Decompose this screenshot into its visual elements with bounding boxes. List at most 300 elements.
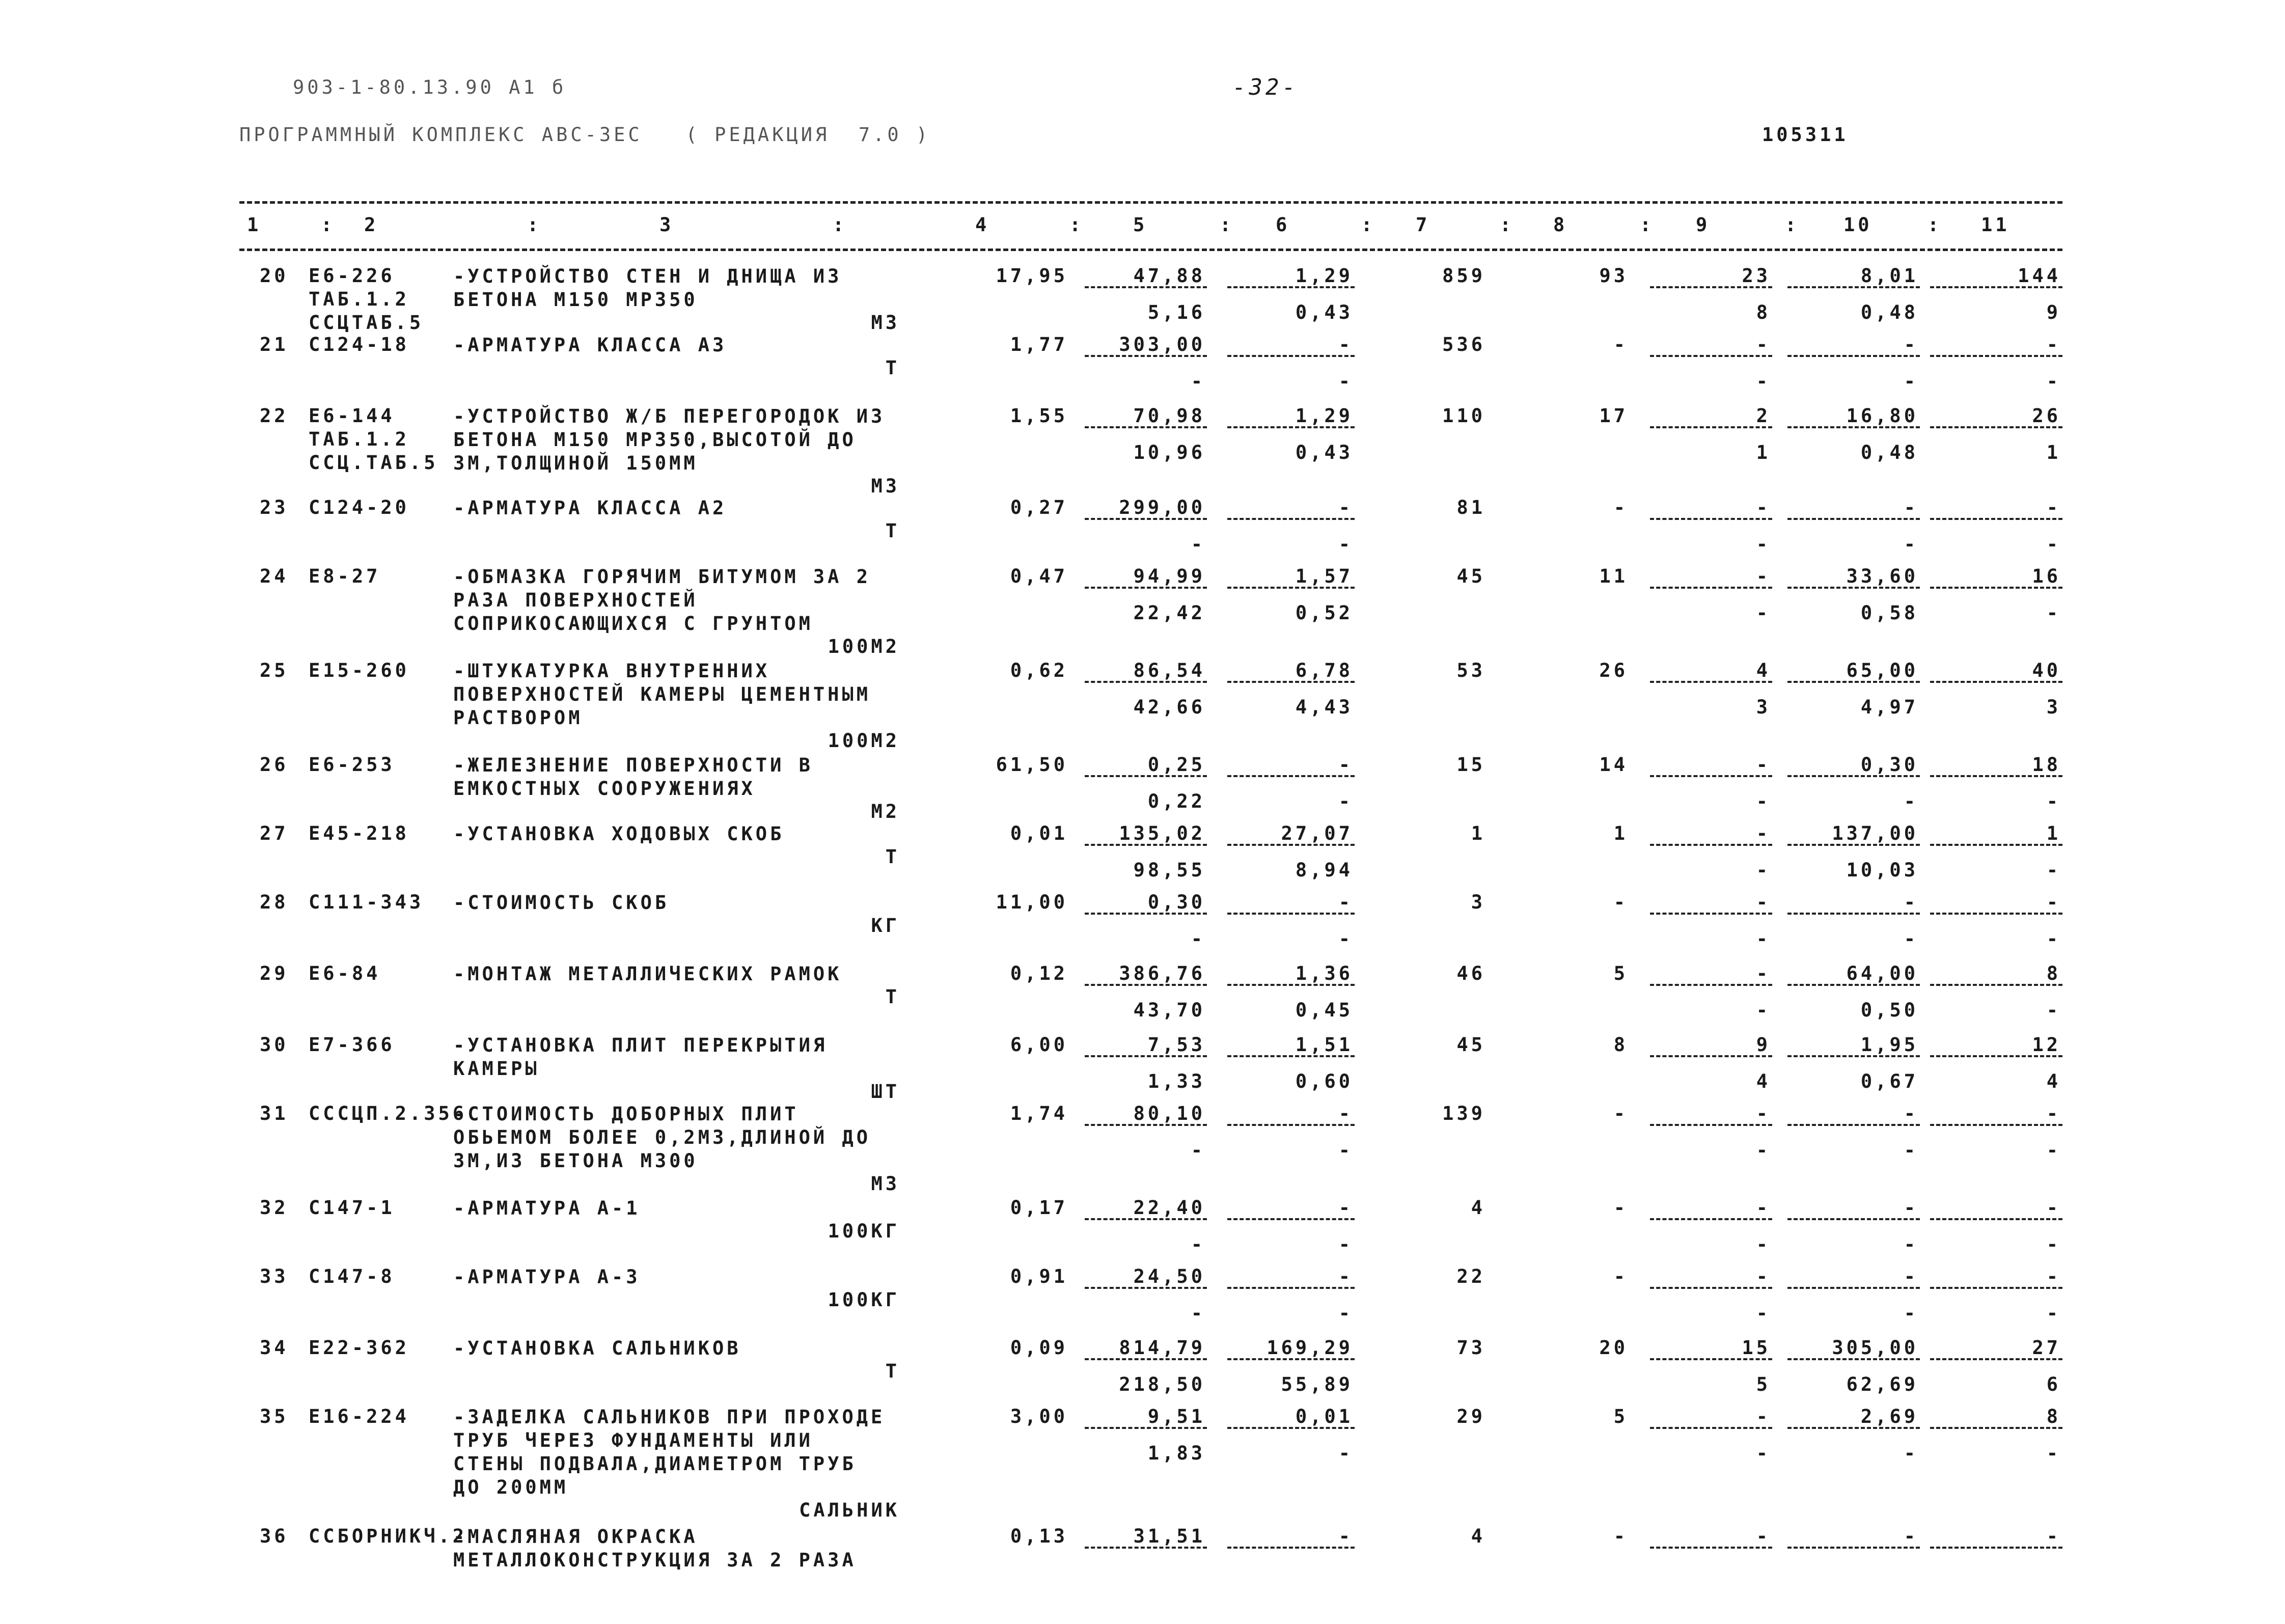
machine-cost-wage: 0,52 <box>1295 602 1353 624</box>
norm-code: С147-8 <box>309 1265 395 1287</box>
column-header-2: 2 <box>364 214 379 236</box>
wage-total: 17 <box>1599 405 1628 427</box>
total-cost: 4 <box>1471 1525 1485 1547</box>
unit-cost-wage: 1,33 <box>1147 1070 1205 1092</box>
cell-separator-rule <box>1930 775 2062 777</box>
cell-separator-rule <box>1227 355 1355 357</box>
unit-cost: 7,53 <box>1147 1034 1205 1056</box>
labour-hours: 1,95 <box>1860 1034 1918 1056</box>
cell-separator-rule <box>1085 587 1207 589</box>
column-header-10: 10 <box>1843 214 1873 236</box>
cell-separator-rule <box>1930 984 2062 986</box>
work-description: 3М,ТОЛЩИНОЙ 150ММ <box>453 452 698 474</box>
machine-wage: - <box>1756 822 1771 844</box>
column-separator: : <box>1069 214 1084 236</box>
work-description: КАМЕРЫ <box>453 1058 540 1080</box>
cell-separator-rule <box>1787 1124 1920 1126</box>
machine-cost-wage: - <box>1338 1442 1353 1464</box>
machine-wage: - <box>1756 1197 1771 1219</box>
column-header-7: 7 <box>1416 214 1430 236</box>
norm-code: Е7-366 <box>309 1034 395 1056</box>
unit-cost: 386,76 <box>1119 962 1205 984</box>
cell-separator-rule <box>1930 1055 2062 1057</box>
quantity: 1,74 <box>1010 1103 1068 1124</box>
cell-separator-rule <box>1227 426 1355 428</box>
row-number: 24 <box>260 565 289 587</box>
machine-cost: 169,29 <box>1267 1337 1353 1359</box>
labour-hours: - <box>1904 1265 1918 1287</box>
unit-cost-wage: 1,83 <box>1147 1442 1205 1464</box>
work-description: -УСТАНОВКА ПЛИТ ПЕРЕКРЫТИЯ <box>453 1034 828 1056</box>
quantity: 0,09 <box>1010 1337 1068 1359</box>
cell-separator-rule <box>1650 681 1772 683</box>
machine-wage-wage: 3 <box>1756 696 1771 718</box>
labour-total: 8 <box>2046 962 2061 984</box>
labour-hours: - <box>1904 891 1918 913</box>
machine-wage: - <box>1756 1265 1771 1287</box>
cell-separator-rule <box>1930 1547 2062 1549</box>
cell-separator-rule <box>1650 775 1772 777</box>
unit-of-measure: 100М2 <box>828 636 900 657</box>
column-header-9: 9 <box>1696 214 1711 236</box>
unit-of-measure: М2 <box>871 801 900 822</box>
unit-cost: 80,10 <box>1133 1103 1205 1124</box>
cell-separator-rule <box>1085 844 1207 846</box>
cell-separator-rule <box>1930 355 2062 357</box>
machine-wage-wage: - <box>1756 859 1771 881</box>
labour-hours-wage: - <box>1904 928 1918 950</box>
work-description: -УСТАНОВКА САЛЬНИКОВ <box>453 1337 741 1359</box>
cell-separator-rule <box>1787 1055 1920 1057</box>
cell-separator-rule <box>1085 913 1207 915</box>
quantity: 61,50 <box>996 754 1068 776</box>
work-description: БЕТОНА М150 МР350 <box>453 289 698 311</box>
unit-cost-wage: - <box>1191 1302 1205 1324</box>
wage-total: 14 <box>1599 754 1628 776</box>
wage-total: - <box>1613 891 1628 913</box>
machine-cost: 1,57 <box>1295 565 1353 587</box>
cell-separator-rule <box>1787 1218 1920 1220</box>
labour-total-wage: - <box>2046 602 2061 624</box>
total-cost: 45 <box>1456 565 1485 587</box>
labour-hours-wage: - <box>1904 1233 1918 1255</box>
unit-cost: 70,98 <box>1133 405 1205 427</box>
total-cost: 53 <box>1456 659 1485 681</box>
labour-hours: 137,00 <box>1832 822 1918 844</box>
column-separator: : <box>1361 214 1375 236</box>
quantity: 0,13 <box>1010 1525 1068 1547</box>
row-number: 25 <box>260 659 289 681</box>
labour-total-wage: - <box>2046 859 2061 881</box>
machine-cost-wage: - <box>1338 790 1353 812</box>
cell-separator-rule <box>1787 1427 1920 1429</box>
unit-cost: 0,25 <box>1147 754 1205 776</box>
labour-hours-wage: 62,69 <box>1846 1373 1918 1395</box>
quantity: 0,12 <box>1010 962 1068 984</box>
machine-cost-wage: 0,43 <box>1295 301 1353 323</box>
work-description: БЕТОНА М150 МР350,ВЫСОТОЙ ДО <box>453 429 857 451</box>
column-separator: : <box>1640 214 1655 236</box>
cell-separator-rule <box>1650 518 1772 520</box>
cell-separator-rule <box>1930 844 2062 846</box>
cell-separator-rule <box>1085 1218 1207 1220</box>
unit-of-measure: Т <box>885 1360 900 1382</box>
labour-hours: - <box>1904 1525 1918 1547</box>
norm-code: Е6-144 <box>309 405 395 427</box>
machine-cost: 6,78 <box>1295 659 1353 681</box>
labour-hours-wage: 0,67 <box>1860 1070 1918 1092</box>
cell-separator-rule <box>1227 913 1355 915</box>
total-cost: 859 <box>1442 265 1485 287</box>
labour-hours: 64,00 <box>1846 962 1918 984</box>
labour-total: 40 <box>2032 659 2061 681</box>
column-separator: : <box>1928 214 1942 236</box>
labour-hours-wage: - <box>1904 1302 1918 1324</box>
labour-hours-wage: - <box>1904 790 1918 812</box>
work-description: -ЖЕЛЕЗНЕНИЕ ПОВЕРХНОСТИ В <box>453 754 813 776</box>
unit-of-measure: Т <box>885 846 900 868</box>
labour-total: - <box>2046 1265 2061 1287</box>
row-number: 22 <box>260 405 289 427</box>
wage-total: - <box>1613 1103 1628 1124</box>
cell-separator-rule <box>1085 355 1207 357</box>
labour-hours-wage: 10,03 <box>1846 859 1918 881</box>
cell-separator-rule <box>1787 587 1920 589</box>
row-number: 27 <box>260 822 289 844</box>
quantity: 0,27 <box>1010 497 1068 518</box>
cell-separator-rule <box>1227 984 1355 986</box>
labour-total-wage: 4 <box>2046 1070 2061 1092</box>
quantity: 0,91 <box>1010 1265 1068 1287</box>
quantity: 1,55 <box>1010 405 1068 427</box>
cell-separator-rule <box>1650 1427 1772 1429</box>
column-header-8: 8 <box>1553 214 1568 236</box>
unit-cost: 86,54 <box>1133 659 1205 681</box>
unit-of-measure: М3 <box>871 475 900 497</box>
labour-hours: - <box>1904 1197 1918 1219</box>
wage-total: 1 <box>1613 822 1628 844</box>
quantity: 1,77 <box>1010 334 1068 355</box>
norm-code: Е22-362 <box>309 1337 409 1359</box>
machine-cost: - <box>1338 334 1353 355</box>
work-description: -СТОИМОСТЬ СКОБ <box>453 892 670 914</box>
wage-total: 5 <box>1613 1406 1628 1427</box>
cell-separator-rule <box>1227 844 1355 846</box>
unit-cost: 0,30 <box>1147 891 1205 913</box>
cell-separator-rule <box>1085 984 1207 986</box>
work-description: -ШТУКАТУРКА ВНУТРЕННИХ <box>453 660 770 682</box>
labour-total-wage: - <box>2046 533 2061 555</box>
machine-wage-wage: - <box>1756 602 1771 624</box>
labour-hours: - <box>1904 1103 1918 1124</box>
cell-separator-rule <box>1227 286 1355 288</box>
cell-separator-rule <box>1787 355 1920 357</box>
cell-separator-rule <box>1787 844 1920 846</box>
cell-separator-rule <box>1787 518 1920 520</box>
labour-total: 1 <box>2046 822 2061 844</box>
labour-hours-wage: 0,58 <box>1860 602 1918 624</box>
cell-separator-rule <box>1227 1358 1355 1360</box>
labour-total-wage: - <box>2046 1233 2061 1255</box>
cell-separator-rule <box>1930 913 2062 915</box>
norm-code: ССЦ.ТАБ.5 <box>309 452 438 474</box>
norm-code: Е6-253 <box>309 754 395 776</box>
cell-separator-rule <box>1650 587 1772 589</box>
cell-separator-rule <box>1930 426 2062 428</box>
total-cost: 29 <box>1456 1406 1485 1427</box>
norm-code: Е15-260 <box>309 659 409 681</box>
machine-wage-wage: 1 <box>1756 442 1771 463</box>
column-separator: : <box>833 214 847 236</box>
cell-separator-rule <box>1650 1547 1772 1549</box>
cell-separator-rule <box>1227 1287 1355 1289</box>
work-description: -СТОИМОСТЬ ДОБОРНЫХ ПЛИТ <box>453 1103 799 1125</box>
row-number: 26 <box>260 754 289 776</box>
machine-wage-wage: 8 <box>1756 301 1771 323</box>
norm-code: ТАБ.1.2 <box>309 428 409 450</box>
machine-cost-wage: - <box>1338 1139 1353 1161</box>
cell-separator-rule <box>1085 286 1207 288</box>
cell-separator-rule <box>1085 1124 1207 1126</box>
labour-total-wage: - <box>2046 1442 2061 1464</box>
cell-separator-rule <box>1650 1218 1772 1220</box>
row-number: 35 <box>260 1406 289 1427</box>
labour-hours-wage: - <box>1904 533 1918 555</box>
labour-hours: 16,80 <box>1846 405 1918 427</box>
work-description: 3М,ИЗ БЕТОНА М300 <box>453 1150 698 1172</box>
labour-hours: 8,01 <box>1860 265 1918 287</box>
cell-separator-rule <box>1650 426 1772 428</box>
wage-total: - <box>1613 1525 1628 1547</box>
cell-separator-rule <box>1930 1218 2062 1220</box>
machine-cost-wage: 55,89 <box>1281 1373 1353 1395</box>
machine-wage: - <box>1756 1525 1771 1547</box>
machine-wage-wage: - <box>1756 1139 1771 1161</box>
labour-hours: 65,00 <box>1846 659 1918 681</box>
quantity: 0,47 <box>1010 565 1068 587</box>
cell-separator-rule <box>1787 426 1920 428</box>
machine-wage: 23 <box>1742 265 1771 287</box>
machine-cost: 1,36 <box>1295 962 1353 984</box>
cell-separator-rule <box>1650 1358 1772 1360</box>
unit-cost-wage: 42,66 <box>1133 696 1205 718</box>
unit-cost-wage: - <box>1191 533 1205 555</box>
unit-cost: 22,40 <box>1133 1197 1205 1219</box>
work-description: -УСТРОЙСТВО Ж/Б ПЕРЕГОРОДОК ИЗ <box>453 405 886 427</box>
cell-separator-rule <box>1930 681 2062 683</box>
unit-of-measure: 100КГ <box>828 1220 900 1242</box>
machine-wage-wage: - <box>1756 533 1771 555</box>
machine-cost-wage: - <box>1338 928 1353 950</box>
machine-wage-wage: 5 <box>1756 1373 1771 1395</box>
work-description: РАСТВОРОМ <box>453 707 583 729</box>
quantity: 0,01 <box>1010 822 1068 844</box>
labour-total: 26 <box>2032 405 2061 427</box>
cell-separator-rule <box>1650 984 1772 986</box>
row-number: 32 <box>260 1197 289 1219</box>
cell-separator-rule <box>1085 426 1207 428</box>
row-number: 36 <box>260 1525 289 1547</box>
machine-cost-wage: - <box>1338 533 1353 555</box>
labour-hours-wage: - <box>1904 1442 1918 1464</box>
cell-separator-rule <box>1930 1358 2062 1360</box>
labour-total-wage: - <box>2046 1139 2061 1161</box>
unit-cost-wage: 218,50 <box>1119 1373 1205 1395</box>
machine-cost-wage: 0,43 <box>1295 442 1353 463</box>
labour-total-wage: 1 <box>2046 442 2061 463</box>
work-description: -АРМАТУРА А-3 <box>453 1266 641 1288</box>
cell-separator-rule <box>1085 1427 1207 1429</box>
unit-cost: 303,00 <box>1119 334 1205 355</box>
total-cost: 81 <box>1456 497 1485 518</box>
labour-hours-wage: 0,50 <box>1860 999 1918 1021</box>
unit-of-measure: Т <box>885 357 900 379</box>
unit-of-measure: САЛЬНИК <box>799 1499 900 1521</box>
work-description: СТЕНЫ ПОДВАЛА,ДИАМЕТРОМ ТРУБ <box>453 1453 857 1475</box>
machine-cost: - <box>1338 1525 1353 1547</box>
row-number: 34 <box>260 1337 289 1359</box>
cell-separator-rule <box>1787 775 1920 777</box>
cell-separator-rule <box>1930 1427 2062 1429</box>
cell-separator-rule <box>1227 1547 1355 1549</box>
machine-cost: 1,29 <box>1295 405 1353 427</box>
unit-of-measure: Т <box>885 520 900 542</box>
work-description: ЕМКОСТНЫХ СООРУЖЕНИЯХ <box>453 778 756 800</box>
labour-hours: 305,00 <box>1832 1337 1918 1359</box>
row-number: 29 <box>260 962 289 984</box>
labour-total: 27 <box>2032 1337 2061 1359</box>
norm-code: ССБОРНИКЧ.2 <box>309 1525 467 1547</box>
machine-wage: - <box>1756 497 1771 518</box>
row-number: 23 <box>260 497 289 518</box>
table-top-rule <box>239 201 2062 204</box>
total-cost: 15 <box>1456 754 1485 776</box>
labour-hours: - <box>1904 497 1918 518</box>
unit-cost-wage: 98,55 <box>1133 859 1205 881</box>
unit-cost: 47,88 <box>1133 265 1205 287</box>
row-number: 31 <box>260 1103 289 1124</box>
column-header-1: 1 <box>247 214 262 236</box>
unit-of-measure: 100М2 <box>828 730 900 752</box>
wage-total: 8 <box>1613 1034 1628 1056</box>
labour-hours-wage: - <box>1904 370 1918 392</box>
column-separator: : <box>1220 214 1234 236</box>
labour-total: - <box>2046 1103 2061 1124</box>
machine-cost: 27,07 <box>1281 822 1353 844</box>
unit-cost: 24,50 <box>1133 1265 1205 1287</box>
labour-total: - <box>2046 334 2061 355</box>
machine-wage: - <box>1756 565 1771 587</box>
machine-wage-wage: - <box>1756 790 1771 812</box>
labour-total: - <box>2046 1197 2061 1219</box>
machine-wage: - <box>1756 334 1771 355</box>
machine-wage-wage: - <box>1756 928 1771 950</box>
column-header-4: 4 <box>975 214 990 236</box>
row-number: 28 <box>260 891 289 913</box>
machine-wage-wage: - <box>1756 1233 1771 1255</box>
cell-separator-rule <box>1787 984 1920 986</box>
machine-cost: - <box>1338 497 1353 518</box>
cell-separator-rule <box>1650 913 1772 915</box>
machine-cost-wage: 0,60 <box>1295 1070 1353 1092</box>
labour-total-wage: - <box>2046 1302 2061 1324</box>
labour-total: 16 <box>2032 565 2061 587</box>
cell-separator-rule <box>1227 775 1355 777</box>
wage-total: - <box>1613 1197 1628 1219</box>
labour-hours: 33,60 <box>1846 565 1918 587</box>
cell-separator-rule <box>1930 518 2062 520</box>
labour-hours: - <box>1904 334 1918 355</box>
unit-cost-wage: 0,22 <box>1147 790 1205 812</box>
labour-total: 8 <box>2046 1406 2061 1427</box>
cell-separator-rule <box>1227 1427 1355 1429</box>
cell-separator-rule <box>1650 1124 1772 1126</box>
cell-separator-rule <box>1930 1287 2062 1289</box>
labour-total: - <box>2046 891 2061 913</box>
quantity: 0,62 <box>1010 659 1068 681</box>
labour-hours-wage: 0,48 <box>1860 301 1918 323</box>
norm-code: СССЦП.2.356 <box>309 1103 467 1124</box>
row-number: 30 <box>260 1034 289 1056</box>
machine-wage: 9 <box>1756 1034 1771 1056</box>
total-cost: 536 <box>1442 334 1485 355</box>
row-number: 21 <box>260 334 289 355</box>
unit-cost: 299,00 <box>1119 497 1205 518</box>
labour-hours-wage: 0,48 <box>1860 442 1918 463</box>
labour-hours: 0,30 <box>1860 754 1918 776</box>
labour-total: - <box>2046 1525 2061 1547</box>
machine-cost: - <box>1338 891 1353 913</box>
cell-separator-rule <box>1787 681 1920 683</box>
quantity: 17,95 <box>996 265 1068 287</box>
wage-total: - <box>1613 1265 1628 1287</box>
unit-cost: 94,99 <box>1133 565 1205 587</box>
machine-cost-wage: - <box>1338 370 1353 392</box>
total-cost: 110 <box>1442 405 1485 427</box>
doc-code: 903-1-80.13.90 А1 б <box>293 76 567 98</box>
cell-separator-rule <box>1227 518 1355 520</box>
cell-separator-rule <box>1085 775 1207 777</box>
labour-total-wage: 9 <box>2046 301 2061 323</box>
column-header-5: 5 <box>1133 214 1148 236</box>
unit-cost-wage: 22,42 <box>1133 602 1205 624</box>
work-description: -МАСЛЯНАЯ ОКРАСКА <box>453 1526 698 1548</box>
norm-code: С124-18 <box>309 334 409 355</box>
machine-wage: 15 <box>1742 1337 1771 1359</box>
labour-total-wage: - <box>2046 928 2061 950</box>
cell-separator-rule <box>1085 1287 1207 1289</box>
unit-cost-wage: - <box>1191 370 1205 392</box>
work-description: ПОВЕРХНОСТЕЙ КАМЕРЫ ЦЕМЕНТНЫМ <box>453 683 871 705</box>
row-number: 33 <box>260 1265 289 1287</box>
machine-wage-wage: - <box>1756 999 1771 1021</box>
cell-separator-rule <box>1227 1218 1355 1220</box>
machine-wage-wage: 4 <box>1756 1070 1771 1092</box>
norm-code: ТАБ.1.2 <box>309 288 409 310</box>
cell-separator-rule <box>1085 1055 1207 1057</box>
cell-separator-rule <box>1227 1124 1355 1126</box>
machine-cost: 0,01 <box>1295 1406 1353 1427</box>
labour-hours: 2,69 <box>1860 1406 1918 1427</box>
unit-cost: 135,02 <box>1119 822 1205 844</box>
work-description: -УСТАНОВКА ХОДОВЫХ СКОБ <box>453 823 785 845</box>
column-separator: : <box>527 214 542 236</box>
unit-of-measure: М3 <box>871 1173 900 1195</box>
labour-total: 144 <box>2018 265 2061 287</box>
norm-code: С111-343 <box>309 891 424 913</box>
total-cost: 139 <box>1442 1103 1485 1124</box>
machine-cost: 1,51 <box>1295 1034 1353 1056</box>
